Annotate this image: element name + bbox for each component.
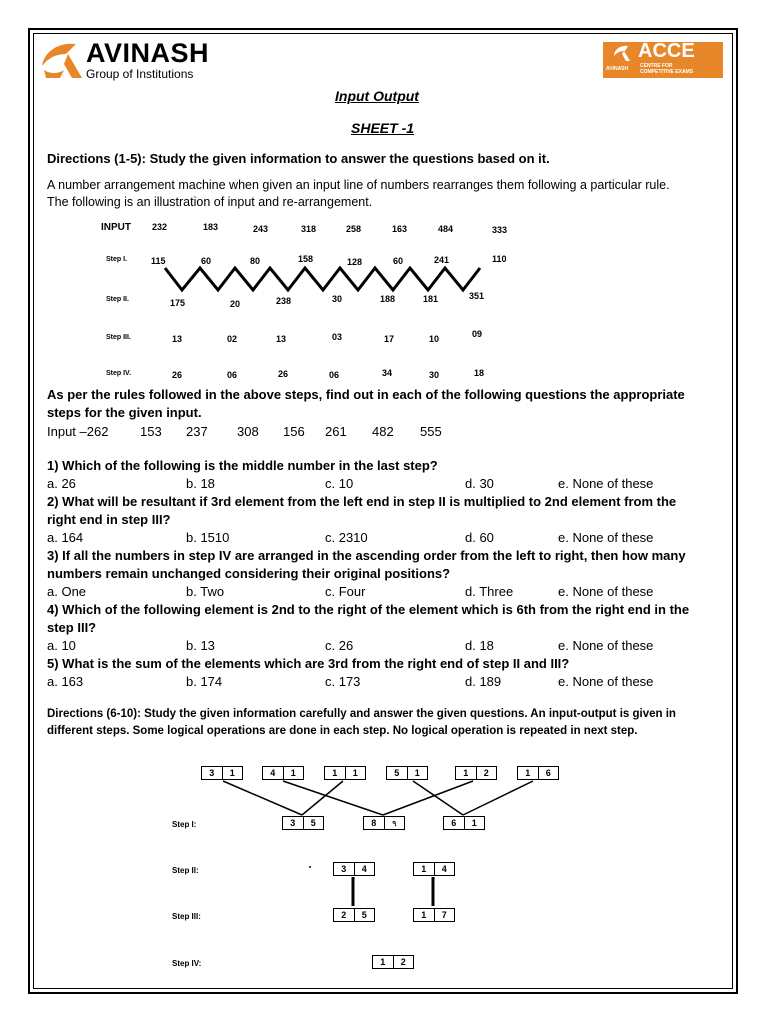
step1-box-digit: 8 — [364, 817, 385, 829]
question-2-option: e. None of these — [558, 530, 654, 545]
illustration-step2-value: 20 — [230, 299, 241, 309]
illustration-step2-value: 238 — [276, 296, 292, 306]
acce-line2: COMPETITIVE EXAMS — [640, 69, 694, 75]
top-box-digit: 2 — [483, 768, 489, 778]
given-input-value: 237 — [186, 424, 208, 439]
illustration-step2-value: 188 — [380, 294, 396, 304]
illustration-input-value: 318 — [301, 224, 317, 234]
illustration-step4-value: 06 — [329, 370, 340, 380]
question-2-text: right end in step III? — [47, 512, 171, 527]
question-1-option: d. 30 — [465, 476, 494, 491]
question-4-option: a. 10 — [47, 638, 76, 653]
question-3-option: a. One — [47, 584, 87, 599]
illustration-step1-label: Step I. — [106, 256, 128, 263]
illustration-step4-value: 26 — [172, 370, 183, 380]
step2-box-digit: 3 — [334, 863, 355, 875]
question-4-text: step III? — [47, 620, 97, 635]
acce-title: ACCE — [638, 40, 695, 62]
question-3-option: e. None of these — [558, 584, 654, 599]
directions-6-10-line-1: Directions (6-10): Study the given information carefully and answer the given questions. An input-output is given in — [47, 708, 676, 720]
diagram-step4-label: Step IV: — [172, 959, 202, 968]
directions-6-10-line-2: different steps. Some logical operations are done in each step. No logical operation is repeated in next step. — [47, 725, 638, 737]
illustration-step2-value: 181 — [423, 294, 439, 304]
step1-box-digit: ঀ — [392, 818, 397, 828]
given-input-value: 555 — [420, 424, 442, 439]
top-box-digit: 1 — [325, 767, 346, 779]
top-box-digit: 1 — [456, 767, 477, 779]
question-5-text: 5) What is the sum of the elements which are 3rd from the right end of step II and III? — [47, 656, 570, 671]
top-box-digit: 1 — [290, 768, 296, 778]
illustration-step2-value: 30 — [332, 294, 343, 304]
given-input-label: Input –262 — [47, 424, 109, 439]
top-box-digit: 1 — [518, 767, 539, 779]
top-box-digit: 1 — [352, 768, 358, 778]
illustration-input-value: 232 — [152, 222, 168, 232]
question-3-option: b. Two — [186, 584, 225, 599]
question-4-option: c. 26 — [325, 638, 354, 653]
illustration-step1-value: 158 — [298, 254, 314, 264]
sheet-title: SHEET -1 — [351, 120, 415, 136]
logo-name: AVINASH — [86, 38, 210, 68]
illustration-step1-value: 60 — [393, 256, 404, 266]
step3-box-digit: 5 — [361, 910, 367, 920]
illustration-step4-value: 34 — [382, 368, 393, 378]
illustration-step3-value: 10 — [429, 334, 440, 344]
given-input-value: 153 — [140, 424, 162, 439]
step1-box-digit: 6 — [444, 817, 465, 829]
illustration-step3-value: 17 — [384, 334, 395, 344]
illustration-step2-label: Step II. — [106, 296, 129, 303]
step3-box-digit: 2 — [334, 909, 355, 921]
question-2-option: c. 2310 — [325, 530, 368, 545]
directions-1-5: Directions (1-5): Study the given information to answer the questions based on it. — [47, 151, 550, 166]
illustration-step2-value: 175 — [170, 298, 186, 308]
step4-box-digit: 1 — [373, 956, 394, 968]
question-2-option: a. 164 — [47, 530, 84, 545]
illustration-step3-value: 13 — [276, 334, 287, 344]
question-2-option: b. 1510 — [186, 530, 230, 545]
illustration-step1-value: 241 — [434, 255, 450, 265]
question-5-option: b. 174 — [186, 674, 223, 689]
diagram-step3-label: Step III: — [172, 912, 201, 921]
illustration-step4-value: 30 — [429, 370, 440, 380]
illustration-step3-label: Step III. — [106, 334, 131, 341]
question-3-option: c. Four — [325, 584, 366, 599]
illustration-step3-value: 02 — [227, 334, 238, 344]
step2-box-digit: 4 — [361, 864, 367, 874]
question-4-option: e. None of these — [558, 638, 654, 653]
illustration-step1-value: 128 — [347, 257, 363, 267]
illustration-input-label: INPUT — [101, 222, 131, 233]
illustration-step3-value: 13 — [172, 334, 183, 344]
question-5-option: e. None of these — [558, 674, 654, 689]
acce-brand: AVINASH — [606, 66, 629, 72]
given-input-value: 308 — [237, 424, 259, 439]
illustration-step3-value: 09 — [472, 329, 483, 339]
step4-box-digit: 2 — [400, 957, 406, 967]
question-5-option: a. 163 — [47, 674, 84, 689]
given-input-value: 482 — [372, 424, 394, 439]
illustration-input-value: 484 — [438, 224, 454, 234]
illustration-step1-value: 60 — [201, 256, 212, 266]
top-box-digit: 6 — [545, 768, 551, 778]
question-1-option: a. 26 — [47, 476, 76, 491]
step2-box-digit: 4 — [441, 864, 447, 874]
illustration-input-value: 258 — [346, 224, 362, 234]
question-1-text: 1) Which of the following is the middle number in the last step? — [47, 458, 438, 473]
illustration-input-value: 243 — [253, 224, 269, 234]
question-4-option: d. 18 — [465, 638, 494, 653]
given-input-value: 156 — [283, 424, 305, 439]
illustration-input-value: 333 — [492, 225, 508, 235]
top-box-digit: 1 — [414, 768, 420, 778]
rules-line-2: steps for the given input. — [47, 405, 202, 420]
diagram-step2-label: Step II: — [172, 866, 199, 875]
question-4-option: b. 13 — [186, 638, 215, 653]
question-4-text: 4) Which of the following element is 2nd to the right of the element which is 6th from the right end in the — [47, 602, 690, 617]
question-3-text: 3) If all the numbers in step IV are arranged in the ascending order from the left to right, then how many — [47, 548, 686, 563]
question-5-option: c. 173 — [325, 674, 361, 689]
step3-box-digit: 1 — [414, 909, 435, 921]
illustration-step3-value: 03 — [332, 332, 343, 342]
illustration-step1-value: 80 — [250, 256, 261, 266]
question-1-option: c. 10 — [325, 476, 354, 491]
step1-box-digit: 3 — [283, 817, 304, 829]
top-box-digit: 5 — [387, 767, 408, 779]
illustration-step1-value: 110 — [492, 254, 507, 264]
step3-box-digit: 7 — [441, 910, 447, 920]
question-2-option: d. 60 — [465, 530, 494, 545]
top-box-digit: 1 — [229, 768, 235, 778]
top-box-digit: 3 — [202, 767, 223, 779]
illustration-step4-label: Step IV. — [106, 370, 132, 377]
step1-box-digit: 1 — [471, 818, 477, 828]
intro-line-2: The following is an illustration of input and re-arrangement. — [47, 195, 373, 209]
question-5-option: d. 189 — [465, 674, 502, 689]
illustration-step4-value: 06 — [227, 370, 238, 380]
illustration-input-value: 183 — [203, 222, 219, 232]
illustration-step4-value: 18 — [474, 368, 485, 378]
rules-line-1: As per the rules followed in the above steps, find out in each of the following questions the appropriate — [47, 387, 685, 402]
acce-line1: CENTRE FOR — [640, 63, 673, 69]
illustration-step2-value: 351 — [469, 291, 485, 301]
illustration-step4-value: 26 — [278, 369, 289, 379]
question-1-option: e. None of these — [558, 476, 654, 491]
step1-box-digit: 5 — [310, 818, 316, 828]
illustration-input-value: 163 — [392, 224, 408, 234]
illustration-step1-value: 115 — [151, 256, 166, 266]
logo-subtitle: Group of Institutions — [86, 67, 194, 81]
intro-line-1: A number arrangement machine when given an input line of numbers rearranges them following a particular rule. — [47, 178, 670, 192]
diagram-step1-label: Step I: — [172, 820, 197, 829]
page-title: Input Output — [335, 88, 419, 104]
question-3-option: d. Three — [465, 584, 514, 599]
given-input-value: 261 — [325, 424, 347, 439]
question-1-option: b. 18 — [186, 476, 215, 491]
question-2-text: 2) What will be resultant if 3rd element from the left end in step II is multiplied to 2nd element from the — [47, 494, 677, 509]
step2-box-digit: 1 — [414, 863, 435, 875]
top-box-digit: 4 — [263, 767, 284, 779]
question-3-text: numbers remain unchanged considering their original positions? — [47, 566, 451, 581]
